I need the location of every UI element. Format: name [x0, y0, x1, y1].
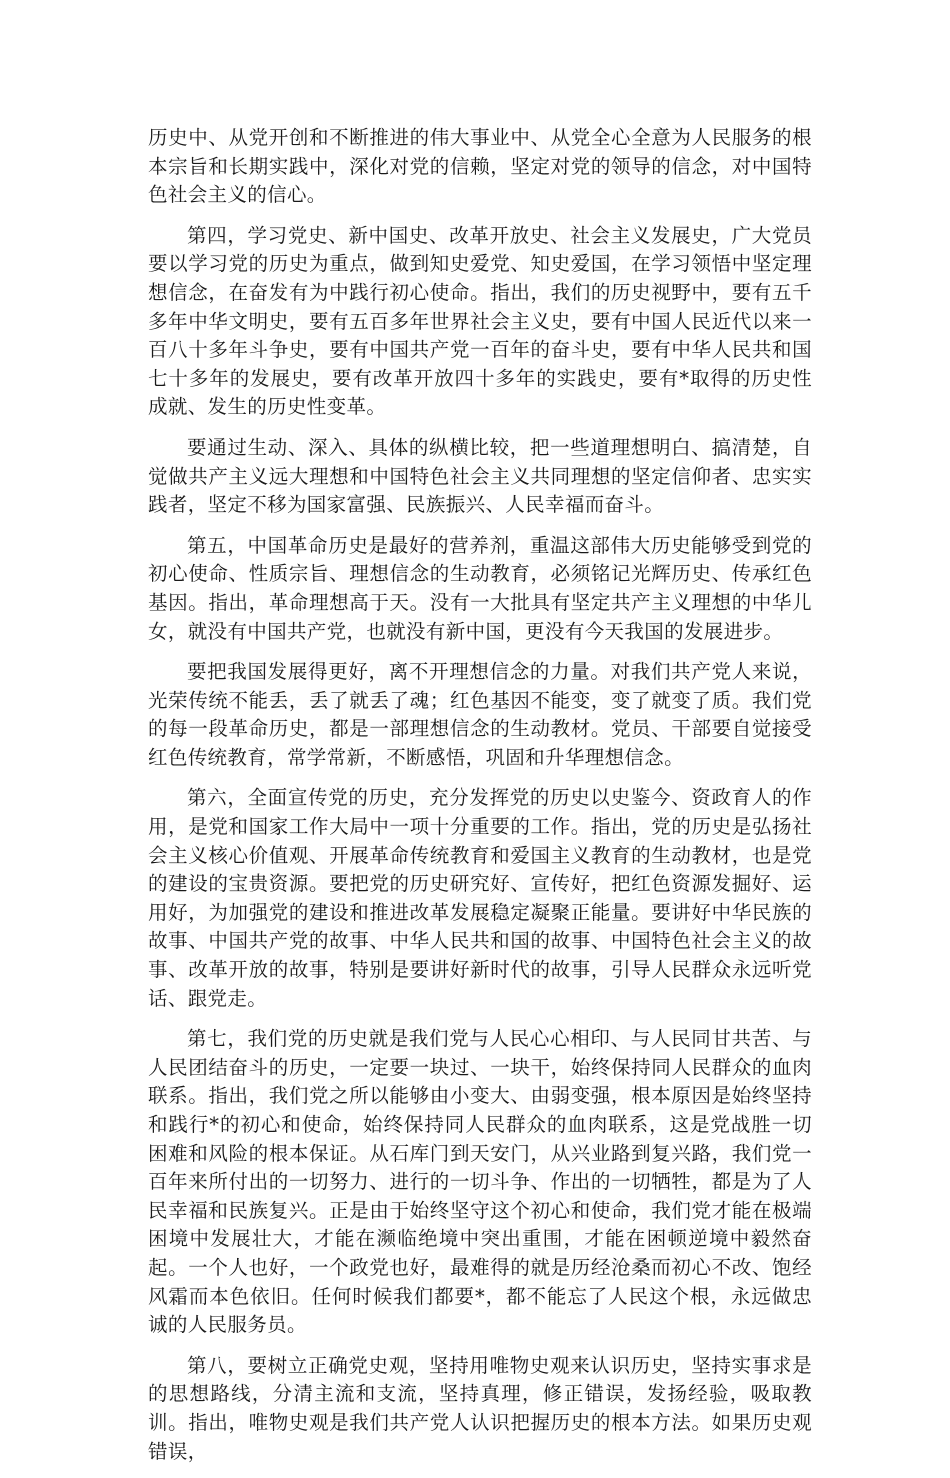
paragraph-continuation: 历史中、从党开创和不断推进的伟大事业中、从党全心全意为人民服务的根本宗旨和长期实践中，深化对党的信赖，坚定对党的领导的信念，对中国特色社会主义的信心。: [148, 126, 812, 207]
paragraph-ideals: 要把我国发展得更好，离不开理想信念的力量。对我们共产党人来说，光荣传统不能丢，丢了就丢了魂；红色基因不能变，变了就变了质。我们党的每一段革命历史，都是一部理想信念的生动教材。党员、干部要自觉接受红色传统教育，常学常新，不断感悟，巩固和升华理想信念。: [148, 660, 812, 769]
paragraph-comparison: 要通过生动、深入、具体的纵横比较，把一些道理想明白、搞清楚，自觉做共产主义远大理想和中国特色社会主义共同理想的坚定信仰者、忠实实践者，坚定不移为国家富强、民族振兴、人民幸福而奋斗。: [148, 435, 812, 517]
paragraph-point-four: 第四，学习党史、新中国史、改革开放史、社会主义发展史，广大党员要以学习党的历史为重点，做到知史爱党、知史爱国，在学习领悟中坚定理想信念，在奋发有为中践行初心使命。指出，我们的历史视野中，要有五千多年中华文明史，要有五百多年世界社会主义史，要有中国人民近代以来一百八十多年斗争史，要有中国共产党一百年的奋斗史，要有中华人民共和国七十多年的发展史，要有改革开放四十多年的实践史，要有*取得的历史性成就、发生的历史性变革。: [148, 223, 812, 419]
paragraph-point-five: 第五，中国革命历史是最好的营养剂，重温这部伟大历史能够受到党的初心使命、性质宗旨、理想信念的生动教育，必须铭记光辉历史、传承红色基因。指出，革命理想高于天。没有一大批具有坚定共产主义理想的中华儿女，就没有中国共产党，也就没有新中国，更没有今天我国的发展进步。: [148, 533, 812, 643]
paragraph-point-six: 第六，全面宣传党的历史，充分发挥党的历史以史鉴今、资政育人的作用，是党和国家工作大局中一项十分重要的工作。指出，党的历史是弘扬社会主义核心价值观、开展革命传统教育和爱国主义教育的生动教材，也是党的建设的宝贵资源。要把党的历史研究好、宣传好，把红色资源发掘好、运用好，为加强党的建设和推进改革发展稳定凝聚正能量。要讲好中华民族的故事、中国共产党的故事、中华人民共和国的故事、中国特色社会主义的故事、改革开放的故事，特别是要讲好新时代的故事，引导人民群众永远听党话、跟党走。: [148, 786, 812, 1010]
document-body: [148, 124, 812, 1478]
paragraph-point-seven: 第七，我们党的历史就是我们党与人民心心相印、与人民同甘共苦、与人民团结奋斗的历史，一定要一块过、一块干，始终保持同人民群众的血肉联系。指出，我们党之所以能够由小变大、由弱变强，根本原因是始终坚持和践行*的初心和使命，始终保持同人民群众的血肉联系，这是党战胜一切困难和风险的根本保证。从石库门到天安门，从兴业路到复兴路，我们党一百年来所付出的一切努力、进行的一切斗争、作出的一切牺牲，都是为了人民幸福和民族复兴。正是由于始终坚守这个初心和使命，我们党才能在极端困境中发展壮大，才能在濒临绝境中突出重围，才能在困顿逆境中毅然奋起。一个人也好，一个政党也好，最难得的就是历经沧桑而初心不改、饱经风霜而本色依旧。任何时候我们都要*，都不能忘了人民这个根，永远做忠诚的人民服务员。: [148, 1027, 812, 1337]
paragraph-point-eight: 第八，要树立正确党史观，坚持用唯物史观来认识历史，坚持实事求是的思想路线，分清主流和支流，坚持真理，修正错误，发扬经验，吸取教训。指出，唯物史观是我们共产党人认识把握历史的根本方法。如果历史观错误，: [148, 1353, 812, 1463]
